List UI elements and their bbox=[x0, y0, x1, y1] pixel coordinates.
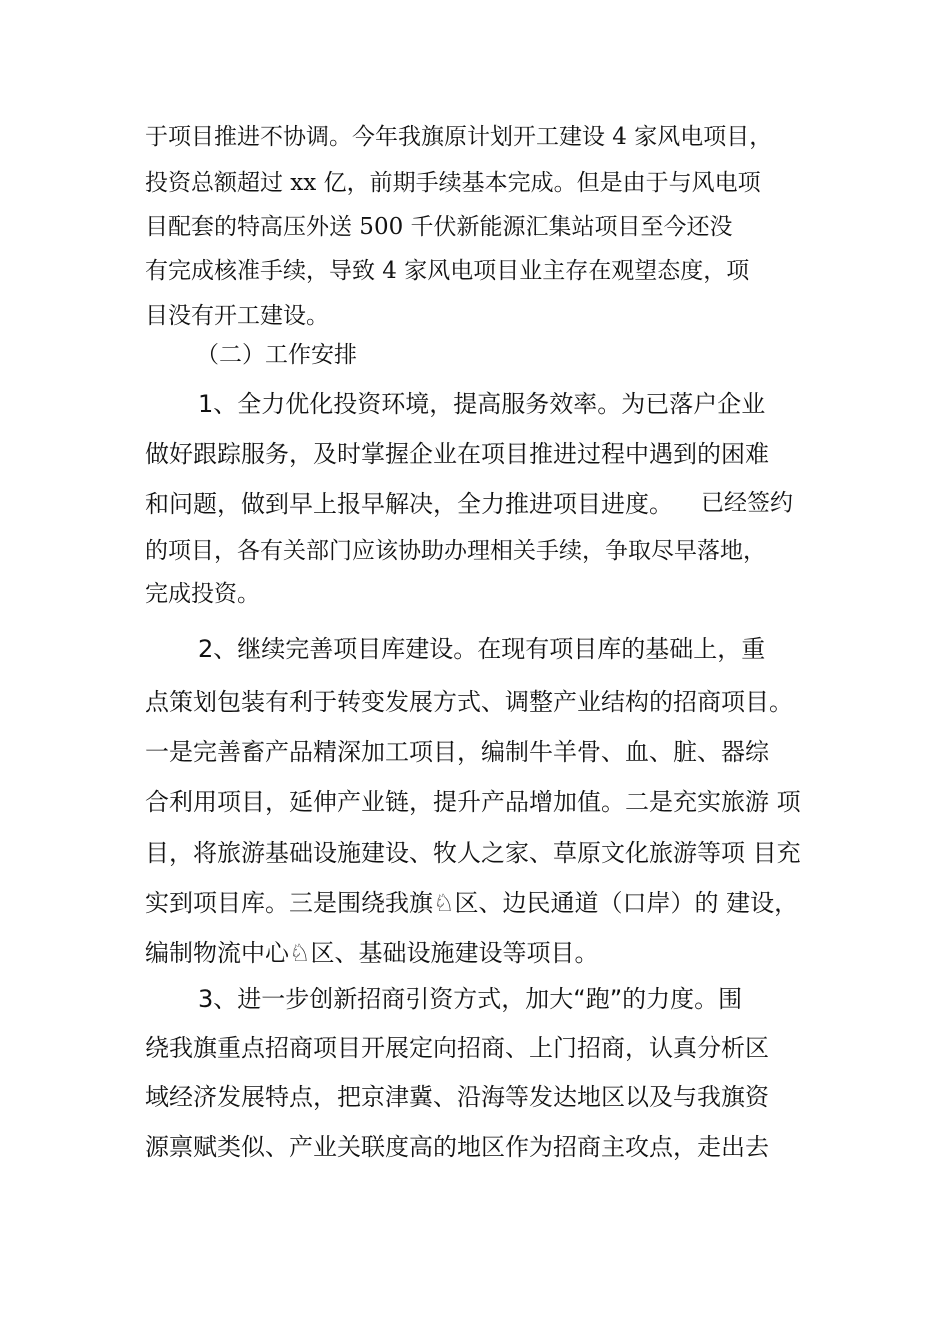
item-2-line-3: 一是完善畜产品精深加工项目，编制牛羊骨、血、脏、器综 bbox=[145, 738, 769, 766]
paragraph-line-2: 投资总额超过 xx 亿，前期手续基本完成。但是由于与风电项 bbox=[145, 170, 761, 196]
item-1-line-5: 完成投资。 bbox=[145, 581, 260, 607]
paragraph-line-1: 于项目推进不协调。今年我旗原计划开工建设 4 家风电项目， bbox=[145, 124, 773, 150]
item-1-line-1: 1、全力优化投资环境，提高服务效率。为已落户企业 bbox=[198, 390, 766, 418]
item-3-line-3: 域经济发展特点，把京津冀、沿海等发达地区以及与我旗资 bbox=[145, 1083, 769, 1111]
paragraph-line-4: 有完成核准手续，导致 4 家风电项目业主存在观望态度，项 bbox=[145, 258, 750, 284]
item-3-line-2: 绕我旗重点招商项目开展定向招商、上门招商，认真分析区 bbox=[145, 1034, 769, 1062]
item-2-line-2: 点策划包装有利于转变发展方式、调整产业结构的招商项目。 bbox=[145, 688, 793, 716]
item-3-line-4: 源禀赋类似、产业关联度高的地区作为招商主攻点，走出去 bbox=[145, 1133, 769, 1161]
item-1-line-3-tail: 已经签约 bbox=[701, 490, 793, 516]
item-1-line-2: 做好跟踪服务，及时掌握企业在项目推进过程中遇到的困难 bbox=[145, 440, 769, 468]
item-2-line-4: 合利用项目，延伸产业链，提升产品增加值。二是充实旅游 项 bbox=[145, 788, 801, 816]
item-3-line-1: 3、进一步创新招商引资方式，加大“跑”的力度。围 bbox=[198, 985, 743, 1013]
paragraph-line-3: 目配套的特高压外送 500 千伏新能源汇集站项目至今还没 bbox=[145, 214, 733, 240]
item-2-line-5: 目，将旅游基础设施建设、牧人之家、草原文化旅游等项 目充 bbox=[145, 839, 801, 867]
item-2-line-6: 实到项目库。三是围绕我旗♘区、边民通道（口岸）的 建设， bbox=[145, 889, 799, 917]
item-1-line-3: 和问题，做到早上报早解决，全力推进项目进度。 bbox=[145, 490, 673, 518]
item-2-line-1: 2、继续完善项目库建设。在现有项目库的基础上，重 bbox=[198, 635, 766, 663]
item-2-line-7: 编制物流中心♘区、基础设施建设等项目。 bbox=[145, 939, 599, 967]
section-heading: （二）工作安排 bbox=[196, 342, 357, 368]
paragraph-line-5: 目没有开工建设。 bbox=[145, 303, 329, 329]
item-1-line-4: 的项目，各有关部门应该协助办理相关手续，争取尽早落地， bbox=[145, 538, 766, 564]
